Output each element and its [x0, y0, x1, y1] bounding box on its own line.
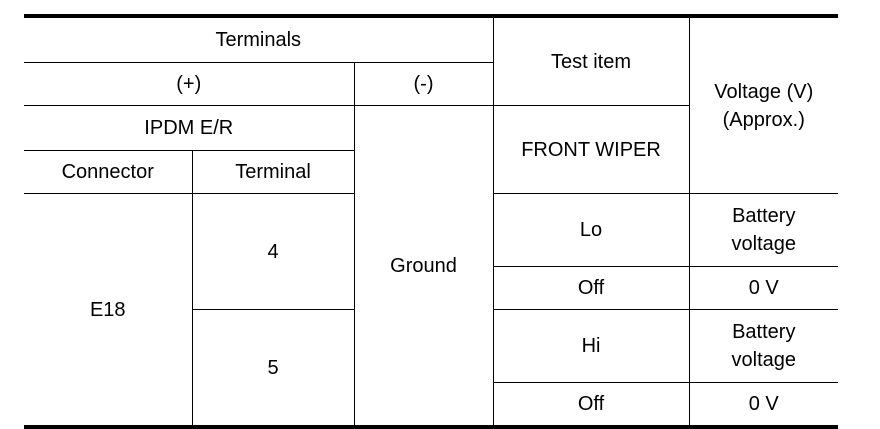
voltage-hi [689, 310, 838, 383]
ipdm-header: IPDM E/R [24, 106, 354, 151]
test-item-header: Test item [493, 16, 689, 106]
connector-cell: E18 [24, 194, 192, 428]
terminal-voltage-table [24, 14, 838, 429]
terminals-header: Terminals [24, 16, 493, 63]
voltage-header-line2: (Approx.) [722, 108, 805, 131]
voltage-off-a: 0 V [689, 267, 838, 310]
front-wiper-header: FRONT WIPER [493, 106, 689, 194]
voltage-header [689, 16, 838, 194]
terminal-cell-4: 4 [192, 194, 354, 310]
plus-header: (+) [24, 63, 354, 106]
test-off-a: Off [493, 267, 689, 310]
voltage-lo [689, 194, 838, 267]
voltage-lo-line2: voltage [731, 233, 797, 255]
terminal-header: Terminal [192, 151, 354, 194]
voltage-hi-line2: voltage [731, 349, 797, 371]
ground-cell: Ground [354, 106, 493, 428]
test-off-b: Off [493, 383, 689, 428]
voltage-hi-line1: Battery [732, 321, 796, 343]
connector-header: Connector [24, 151, 192, 194]
minus-header: (-) [354, 63, 493, 106]
voltage-off-b: 0 V [689, 383, 838, 428]
terminal-cell-5: 5 [192, 310, 354, 428]
voltage-header-line1: Voltage (V) [714, 80, 814, 103]
voltage-lo-line1: Battery [732, 205, 796, 227]
test-lo: Lo [493, 194, 689, 267]
test-hi: Hi [493, 310, 689, 383]
